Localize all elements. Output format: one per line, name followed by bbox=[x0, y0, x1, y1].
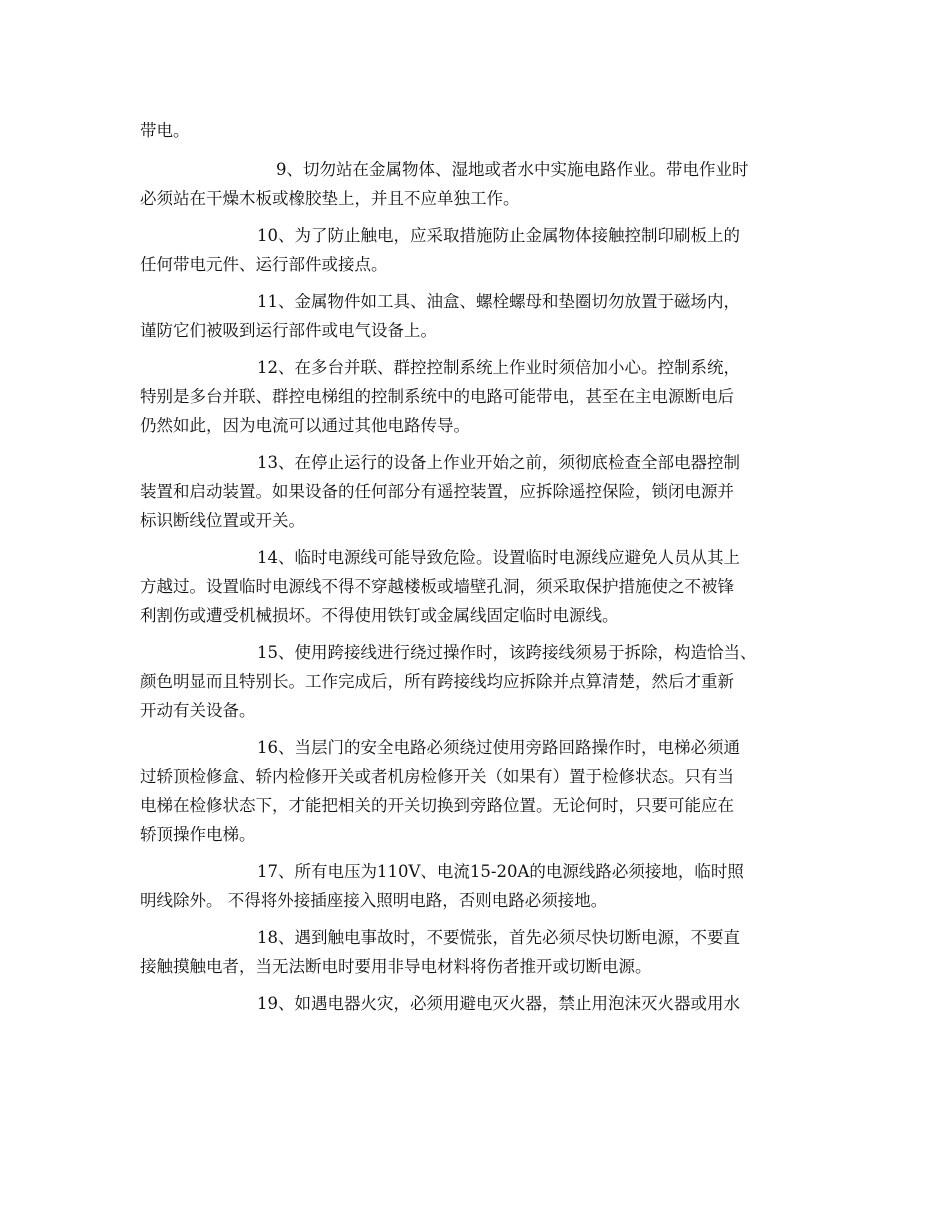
text-line: 接触摸触电者，当无法断电时要用非导电材料将伤者推开或切断电源。 bbox=[140, 957, 652, 976]
text-line: 装置和启动装置。如果设备的任何部分有遥控装置，应拆除遥控保险，锁闭电源并 bbox=[140, 482, 734, 501]
text-line: 谨防它们被吸到运行部件或电气设备上。 bbox=[140, 321, 437, 340]
text-line: 16、当层门的安全电路必须绕过使用旁路回路操作时，电梯必须通 bbox=[257, 738, 740, 757]
text-line: 过轿顶检修盒、轿内检修开关或者机房检修开关（如果有）置于检修状态。只有当 bbox=[140, 767, 734, 786]
text-line: 必须站在干燥木板或橡胶垫上，并且不应单独工作。 bbox=[140, 189, 520, 208]
paragraph-item-10 bbox=[140, 221, 812, 279]
paragraph-item-13 bbox=[140, 448, 812, 535]
paragraph-item-19 bbox=[140, 989, 812, 1018]
text-line: 9、切勿站在金属物体、湿地或者水中实施电路作业。带电作业时 bbox=[276, 160, 749, 179]
text-line: 14、临时电源线可能导致危险。设置临时电源线应避免人员从其上 bbox=[257, 548, 740, 567]
text-line: 任何带电元件、运行部件或接点。 bbox=[140, 255, 388, 274]
text-line: 标识断线位置或开关。 bbox=[140, 511, 305, 530]
paragraph-item-14 bbox=[140, 543, 812, 630]
text-line: 轿顶操作电梯。 bbox=[140, 825, 256, 844]
document-body bbox=[140, 116, 812, 1026]
text-line: 明线除外。 不得将外接插座接入照明电路，否则电路必须接地。 bbox=[140, 891, 608, 910]
text-line: 18、遇到触电事故时，不要慌张，首先必须尽快切断电源，不要直 bbox=[257, 928, 740, 947]
paragraph-continuation bbox=[140, 116, 812, 145]
text-line: 11、金属物件如工具、油盒、螺栓螺母和垫圈切勿放置于磁场内， bbox=[257, 292, 740, 311]
paragraph-item-17 bbox=[140, 857, 812, 915]
paragraph-item-15 bbox=[140, 638, 812, 725]
paragraph-item-11 bbox=[140, 287, 812, 345]
text-line: 开动有关设备。 bbox=[140, 701, 256, 720]
text-line: 利割伤或遭受机械损坏。不得使用铁钉或金属线固定临时电源线。 bbox=[140, 606, 619, 625]
paragraph-item-12 bbox=[140, 353, 812, 440]
text-line: 电梯在检修状态下，才能把相关的开关切换到旁路位置。无论何时，只要可能应在 bbox=[140, 796, 734, 815]
text-line: 方越过。设置临时电源线不得不穿越楼板或墙壁孔洞，须采取保护措施使之不被锋 bbox=[140, 577, 734, 596]
text-line: 颜色明显而且特别长。工作完成后，所有跨接线均应拆除并点算清楚，然后才重新 bbox=[140, 672, 734, 691]
text-line: 10、为了防止触电，应采取措施防止金属物体接触控制印刷板上的 bbox=[257, 226, 740, 245]
text-line: 特别是多台并联、群控电梯组的控制系统中的电路可能带电，甚至在主电源断电后 bbox=[140, 387, 734, 406]
paragraph-item-18 bbox=[140, 923, 812, 981]
text-line: 带电。 bbox=[140, 121, 190, 140]
paragraph-item-16 bbox=[140, 733, 812, 849]
text-line: 仍然如此，因为电流可以通过其他电路传导。 bbox=[140, 416, 470, 435]
text-line: 13、在停止运行的设备上作业开始之前，须彻底检查全部电器控制 bbox=[257, 453, 740, 472]
paragraph-item-9 bbox=[140, 155, 812, 213]
text-line: 17、所有电压为110V、电流15-20A的电源线路必须接地，临时照 bbox=[257, 862, 744, 881]
text-line: 12、在多台并联、群控控制系统上作业时须倍加小心。控制系统， bbox=[257, 358, 740, 377]
text-line: 15、使用跨接线进行绕过操作时，该跨接线须易于拆除，构造恰当、 bbox=[257, 643, 757, 662]
text-line: 19、如遇电器火灾，必须用避电灭火器，禁止用泡沫灭火器或用水 bbox=[257, 994, 740, 1013]
